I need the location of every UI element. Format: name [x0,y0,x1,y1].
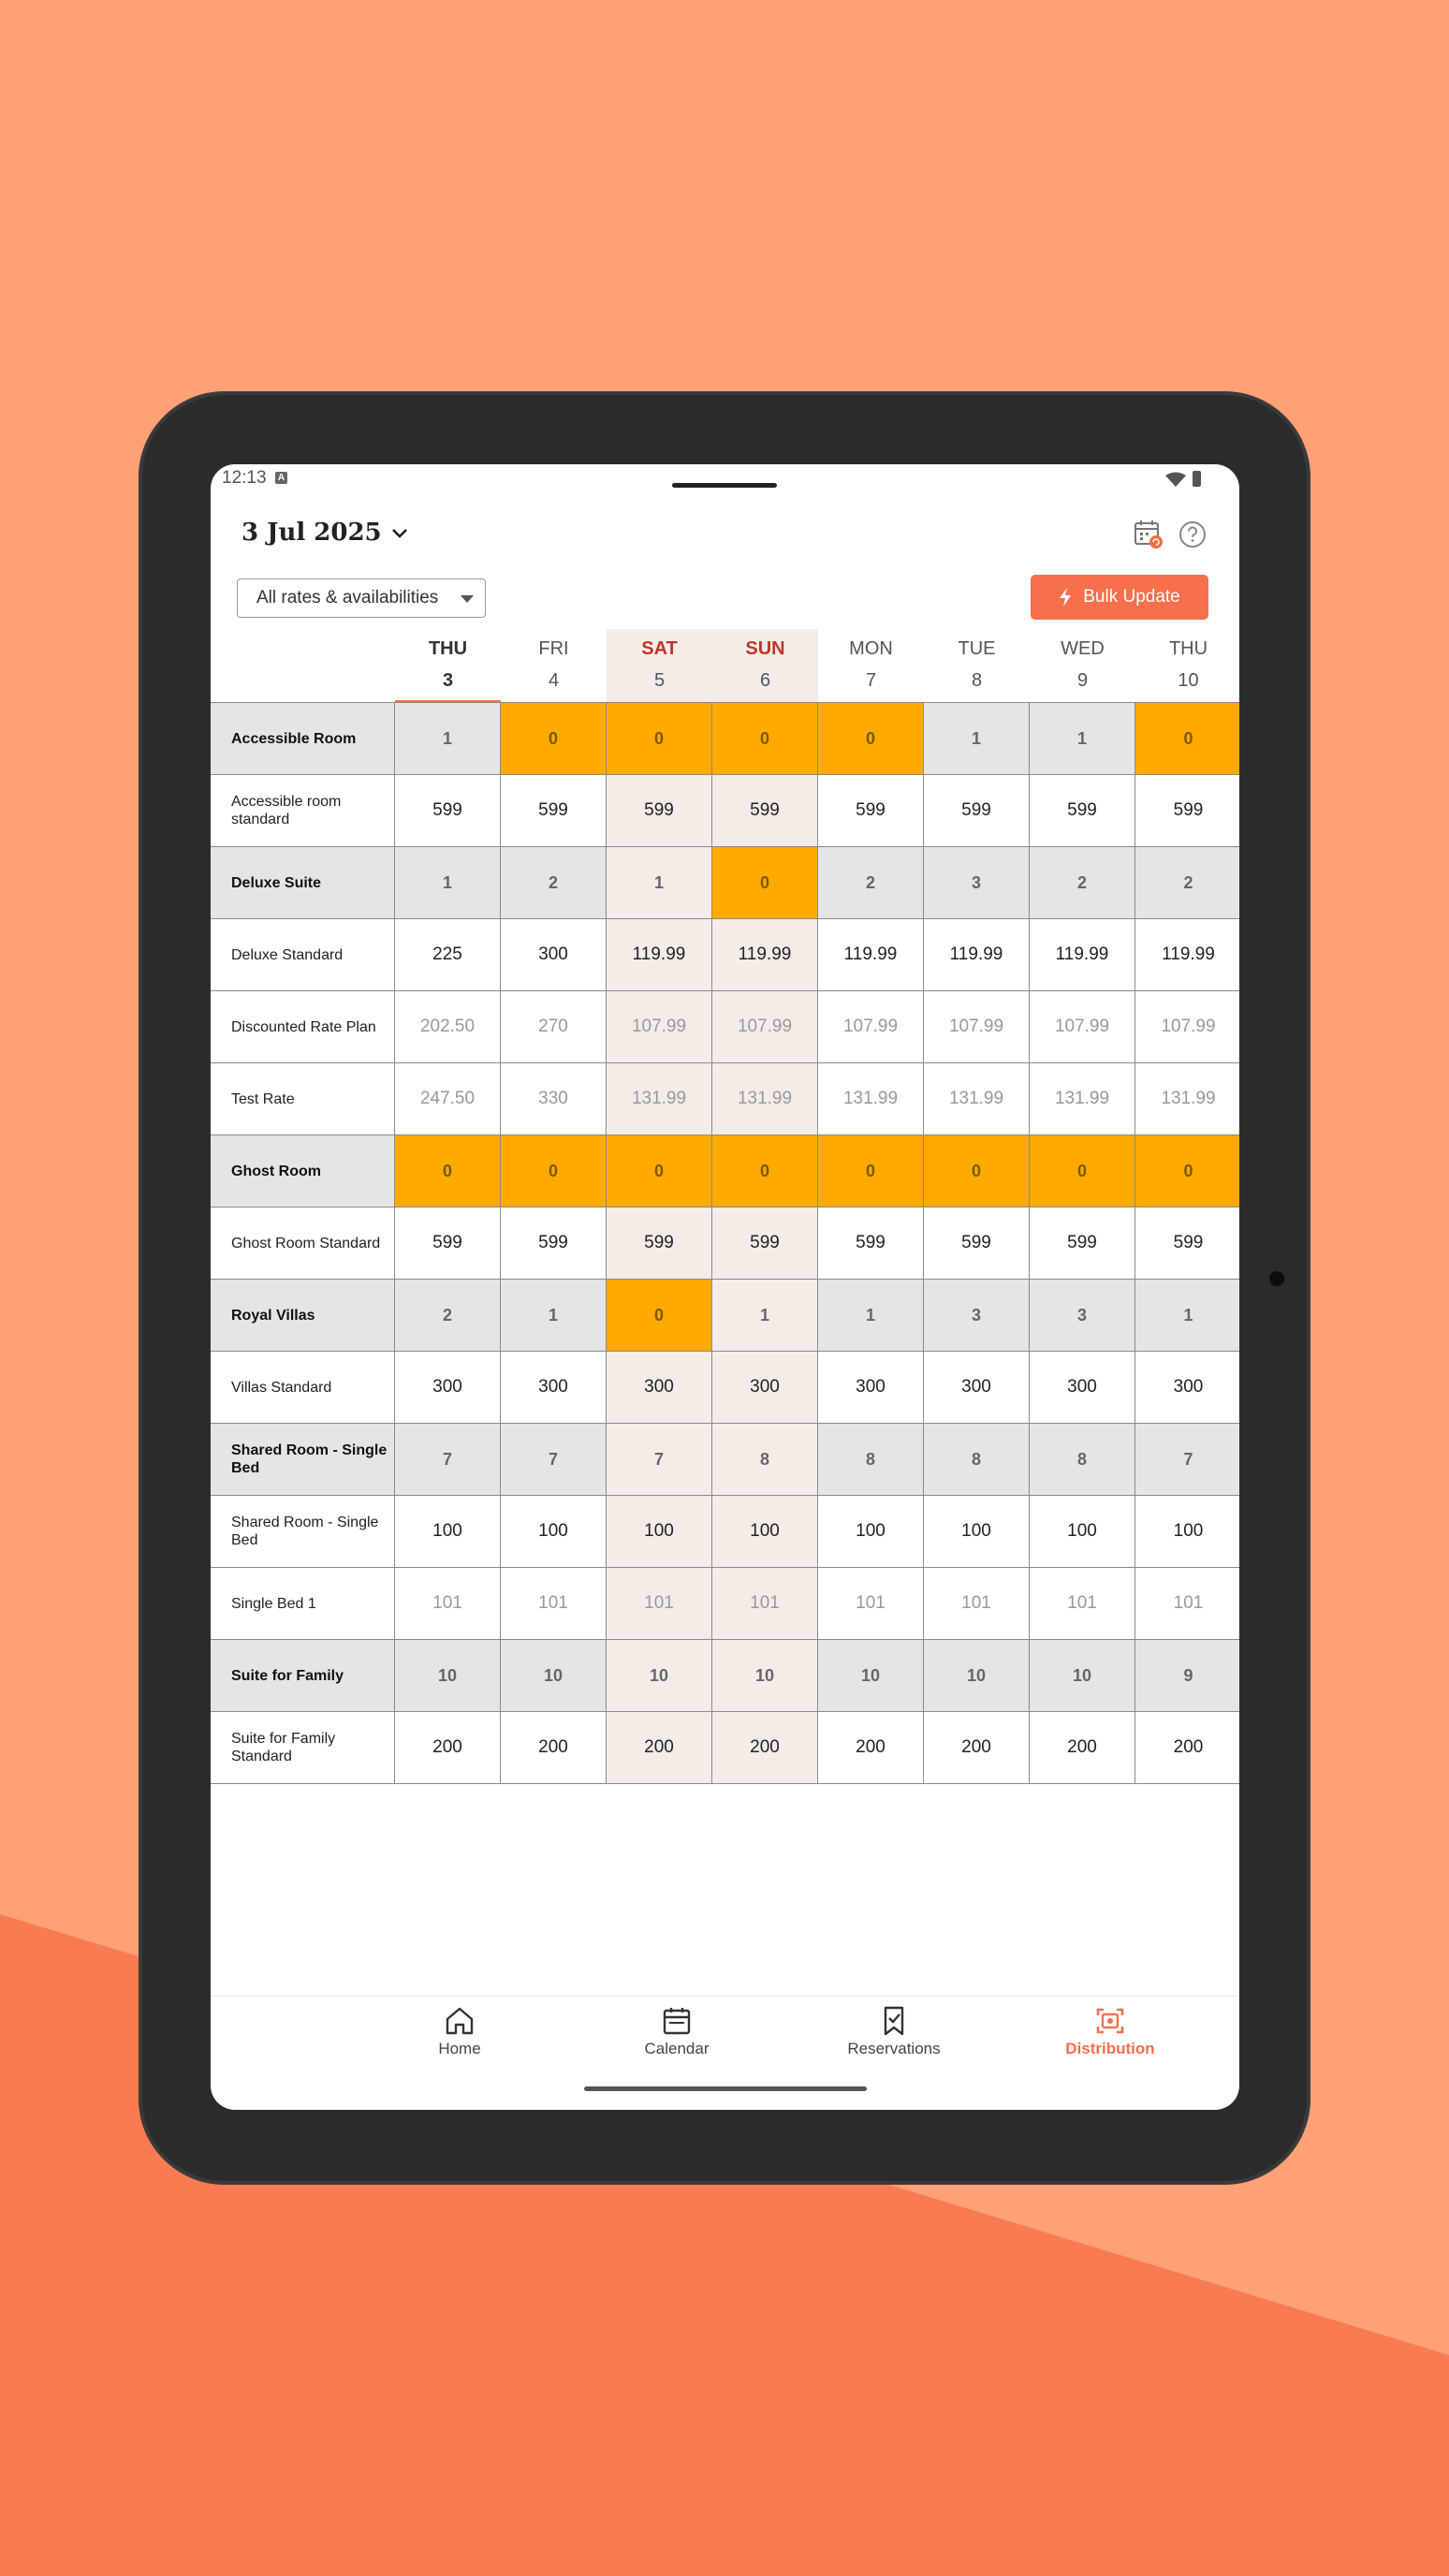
rate-cell[interactable]: 119.99 [712,919,818,990]
rate-cell[interactable]: 270 [501,991,607,1062]
room-type-row [211,1279,1239,1351]
lightning-icon [1059,588,1072,607]
rate-cell[interactable]: 101 [607,1568,712,1639]
rate-cell[interactable]: 200 [1173,1737,1204,1757]
availability-cell[interactable]: 0 [712,703,818,774]
rate-cell[interactable]: 100 [818,1496,924,1567]
rate-cell[interactable]: 131.99 [1030,1063,1135,1134]
availability-cell[interactable]: 1 [607,847,712,918]
rate-plan-row [211,1351,1239,1423]
availability-cell[interactable]: 0 [501,703,607,774]
room-type-row [211,702,1239,774]
rate-plan-label: Discounted Rate Plan [211,991,395,1062]
rate-cell[interactable]: 101 [1030,1568,1135,1639]
rate-cell[interactable]: 200 [501,1712,607,1783]
rate-cell[interactable]: 119.99 [818,919,924,990]
availability-cell[interactable]: 0 [1030,1135,1135,1207]
rate-cell[interactable]: 599 [607,1208,712,1279]
availability-cell[interactable]: 2 [395,1280,501,1351]
rate-cell[interactable]: 599 [818,1208,924,1279]
day-name: SUN [745,638,785,659]
rate-plan-label: Deluxe Standard [211,919,395,990]
day-header[interactable] [712,629,818,702]
availability-cell[interactable]: 0 [607,1280,712,1351]
rate-cell[interactable]: 101 [395,1568,501,1639]
day-header[interactable] [501,629,607,702]
rate-cell[interactable]: 107.99 [818,991,924,1062]
availability-cell[interactable]: 0 [501,1135,607,1207]
rate-cell[interactable]: 100 [395,1496,501,1567]
room-type-label: Ghost Room [211,1135,395,1207]
availability-cell[interactable]: 2 [818,847,924,918]
availability-cell[interactable]: 10 [395,1640,501,1711]
home-icon [444,2006,476,2036]
availability-cell[interactable]: 7 [395,1424,501,1495]
day-date: 10 [1178,670,1199,691]
nav-calendar[interactable] [602,2006,752,2058]
rate-cell[interactable]: 101 [818,1568,924,1639]
bookmark-check-icon [878,2006,910,2036]
rate-plan-label: Accessible room standard [211,775,395,846]
nav-home[interactable] [385,2006,534,2058]
day-date: 7 [865,670,877,691]
rate-cell[interactable]: 119.99 [924,919,1030,990]
rate-cell[interactable]: 107.99 [1030,991,1135,1062]
gesture-home-bar [584,2086,867,2091]
availability-cell[interactable]: 3 [924,847,1030,918]
rate-cell[interactable]: 100 [1173,1521,1204,1541]
availability-cell[interactable]: 1 [924,703,1030,774]
day-date: 3 [442,670,454,691]
rate-cell[interactable]: 100 [924,1496,1030,1567]
availability-cell[interactable]: 1 [712,1280,818,1351]
room-type-row [211,1423,1239,1495]
rate-cell[interactable]: 119.99 [1030,919,1135,990]
day-name: WED [1061,638,1105,659]
rate-plan-label: Villas Standard [211,1352,395,1423]
availability-cell[interactable]: 3 [924,1280,1030,1351]
rate-cell[interactable]: 131.99 [607,1063,712,1134]
availability-cell[interactable]: 10 [818,1640,924,1711]
rate-cell[interactable]: 101 [924,1568,1030,1639]
day-header[interactable] [924,629,1030,702]
rate-plan-row [211,1207,1239,1279]
availability-cell[interactable]: 1 [818,1280,924,1351]
rate-cell[interactable]: 599 [712,775,818,846]
rate-cell[interactable]: 131.99 [924,1063,1030,1134]
rate-cell[interactable]: 100 [607,1496,712,1567]
day-header[interactable] [395,629,501,702]
rate-plan-row [211,774,1239,846]
rate-cell[interactable]: 300 [395,1352,501,1423]
rate-plan-label: Single Bed 1 [211,1568,395,1639]
rate-cell[interactable]: 599 [501,775,607,846]
filter-selected-value: All rates & availabilities [256,588,439,607]
availability-cell[interactable]: 8 [818,1424,924,1495]
availability-grid [211,629,1239,1784]
rate-plan-label: Shared Room - Single Bed [211,1496,395,1567]
rate-cell[interactable]: 599 [395,1208,501,1279]
help-icon[interactable] [1178,520,1207,549]
rate-cell[interactable]: 599 [924,775,1030,846]
rate-plan-row [211,1495,1239,1567]
day-date: 4 [548,670,560,691]
rate-plan-row [211,990,1239,1062]
availability-cell[interactable]: 3 [1030,1280,1135,1351]
rate-cell[interactable]: 100 [501,1496,607,1567]
rate-cell[interactable]: 107.99 [1161,1017,1216,1036]
availability-cell[interactable]: 10 [501,1640,607,1711]
rate-cell[interactable]: 107.99 [607,991,712,1062]
day-header[interactable] [607,629,712,702]
room-type-label: Suite for Family [211,1640,395,1711]
top-handle [672,483,777,488]
availability-cell[interactable]: 8 [1030,1424,1135,1495]
rate-cell[interactable]: 599 [607,775,712,846]
rate-plan-row [211,918,1239,990]
day-date: 5 [653,670,666,691]
date-selector[interactable] [242,519,408,547]
availability-cell[interactable]: 1 [1135,1280,1239,1351]
wifi-icon [1165,472,1186,487]
rate-plan-label: Ghost Room Standard [211,1208,395,1279]
rate-cell[interactable]: 200 [818,1712,924,1783]
availability-cell[interactable]: 1 [1030,703,1135,774]
availability-cell[interactable]: 2 [1135,847,1239,918]
availability-cell[interactable]: 0 [712,847,818,918]
app-screen [211,464,1239,2110]
availability-cell[interactable]: 0 [395,1135,501,1207]
rate-cell[interactable]: 300 [501,1352,607,1423]
bottom-navigation [211,1996,1239,2070]
availability-cell[interactable]: 1 [395,703,501,774]
rate-cell[interactable]: 131.99 [712,1063,818,1134]
rate-cell[interactable]: 101 [1173,1593,1204,1613]
day-name: MON [849,638,893,659]
day-header[interactable] [1030,629,1135,702]
chevron-down-icon [391,528,408,539]
date-header-row [211,629,1239,702]
rate-cell[interactable]: 225 [395,919,501,990]
availability-cell[interactable]: 7 [501,1424,607,1495]
rate-cell[interactable]: 300 [1173,1377,1204,1397]
availability-cell[interactable]: 0 [607,703,712,774]
rate-cell[interactable]: 200 [712,1712,818,1783]
bulk-update-label: Bulk Update [1083,587,1180,607]
rate-cell[interactable]: 300 [607,1352,712,1423]
room-type-label: Shared Room - Single Bed [211,1424,395,1495]
availability-cell[interactable]: 7 [1135,1424,1239,1495]
rate-cell[interactable]: 202.50 [395,991,501,1062]
rate-plan-row [211,1062,1239,1134]
rate-plan-row [211,1567,1239,1639]
room-type-label: Deluxe Suite [211,847,395,918]
rate-cell[interactable]: 300 [712,1352,818,1423]
rate-plan-label: Suite for Family Standard [211,1712,395,1783]
availability-cell[interactable]: 9 [1135,1640,1239,1711]
rate-plan-row [211,1711,1239,1784]
availability-cell[interactable]: 10 [712,1640,818,1711]
rate-cell[interactable]: 101 [712,1568,818,1639]
availability-cell[interactable]: 7 [607,1424,712,1495]
availability-cell[interactable]: 0 [818,1135,924,1207]
availability-cell[interactable]: 0 [924,1135,1030,1207]
distribution-icon [1094,2006,1126,2036]
availability-cell[interactable]: 1 [501,1280,607,1351]
day-date: 8 [971,670,983,691]
nav-home-label: Home [438,2040,481,2057]
rate-cell[interactable]: 599 [818,775,924,846]
day-date: 9 [1076,670,1089,691]
day-header[interactable] [818,629,924,702]
rate-cell[interactable]: 100 [712,1496,818,1567]
status-bar [211,464,1239,496]
calendar-sync-icon[interactable] [1133,519,1164,550]
rate-cell[interactable]: 599 [1173,1233,1204,1252]
availability-cell[interactable]: 8 [924,1424,1030,1495]
rate-cell[interactable]: 247.50 [395,1063,501,1134]
rate-cell[interactable]: 131.99 [1161,1089,1216,1108]
dropdown-caret-icon [461,595,474,603]
bulk-update-button[interactable] [1031,575,1208,620]
rate-cell[interactable]: 599 [712,1208,818,1279]
rate-cell[interactable]: 599 [395,775,501,846]
room-type-row [211,846,1239,918]
availability-cell[interactable]: 2 [501,847,607,918]
rate-cell[interactable]: 119.99 [607,919,712,990]
rate-cell[interactable]: 200 [924,1712,1030,1783]
rate-cell[interactable]: 100 [1030,1496,1135,1567]
rate-cell[interactable]: 107.99 [712,991,818,1062]
rate-cell[interactable]: 599 [924,1208,1030,1279]
availability-cell[interactable]: 0 [1135,703,1239,774]
day-name: FRI [538,638,569,659]
rate-cell[interactable]: 300 [818,1352,924,1423]
day-name: THU [1168,638,1208,659]
rate-cell[interactable]: 300 [501,919,607,990]
rates-filter-select[interactable] [237,578,486,618]
availability-cell[interactable]: 0 [712,1135,818,1207]
nav-distribution[interactable] [1035,2006,1185,2058]
availability-cell[interactable]: 0 [818,703,924,774]
rate-cell[interactable]: 599 [1030,1208,1135,1279]
rate-cell[interactable]: 300 [1030,1352,1135,1423]
grid-body [211,702,1239,1784]
nav-reservations-label: Reservations [847,2040,941,2057]
rate-cell[interactable]: 300 [924,1352,1030,1423]
availability-cell[interactable]: 10 [1030,1640,1135,1711]
rate-cell[interactable]: 200 [395,1712,501,1783]
availability-cell[interactable]: 8 [712,1424,818,1495]
rate-cell[interactable]: 101 [501,1568,607,1639]
rate-cell[interactable]: 107.99 [924,991,1030,1062]
availability-cell[interactable]: 10 [924,1640,1030,1711]
day-name: SAT [641,638,678,659]
date-title-text: 3 Jul 2025 [242,519,382,547]
day-name: TUE [958,638,996,659]
availability-cell[interactable]: 10 [607,1640,712,1711]
room-type-label: Royal Villas [211,1280,395,1351]
availability-cell[interactable]: 0 [1135,1135,1239,1207]
nav-calendar-label: Calendar [644,2040,710,2057]
calendar-icon [661,2006,693,2036]
rate-cell[interactable]: 200 [1030,1712,1135,1783]
availability-cell[interactable]: 1 [395,847,501,918]
room-type-row [211,1639,1239,1711]
rate-cell[interactable]: 599 [501,1208,607,1279]
rate-cell[interactable]: 131.99 [818,1063,924,1134]
availability-cell[interactable]: 2 [1030,847,1135,918]
room-type-row [211,1134,1239,1207]
rate-cell[interactable]: 330 [501,1063,607,1134]
rate-cell[interactable]: 200 [607,1712,712,1783]
camera-sensor [1269,1271,1284,1286]
battery-icon [1193,471,1201,487]
day-date: 6 [759,670,771,691]
day-header[interactable] [1135,629,1239,702]
rate-cell[interactable]: 119.99 [1162,944,1215,964]
keyboard-indicator-icon: A [275,472,287,484]
nav-distribution-label: Distribution [1065,2040,1155,2057]
rate-cell[interactable]: 599 [1173,800,1204,820]
availability-cell[interactable]: 0 [607,1135,712,1207]
rate-plan-label: Test Rate [211,1063,395,1134]
nav-reservations[interactable] [819,2006,969,2058]
rate-cell[interactable]: 599 [1030,775,1135,846]
room-type-label: Accessible Room [211,703,395,774]
status-time: 12:13 [222,468,267,488]
day-name: THU [428,638,468,659]
